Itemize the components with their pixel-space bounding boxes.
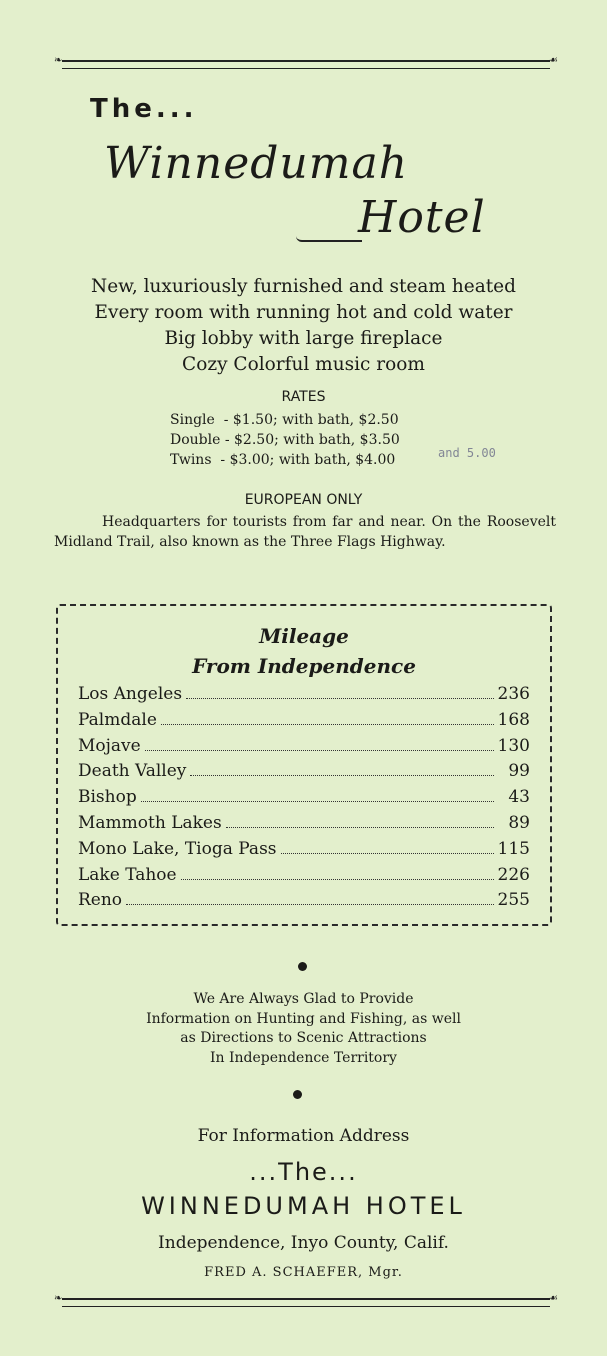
list-item xyxy=(78,865,530,891)
leader-dots xyxy=(141,801,494,802)
place-name: Lake Tahoe xyxy=(78,864,177,885)
miles-value: 99 xyxy=(508,761,530,782)
place-name: Bishop xyxy=(78,787,137,808)
leader-dots xyxy=(161,724,494,725)
rates-heading: RATES xyxy=(281,389,326,405)
place-name: Los Angeles xyxy=(78,684,183,704)
footer-hotel-name: WINNEDUMAH HOTEL xyxy=(141,1192,466,1220)
place-name: Death Valley xyxy=(78,761,187,782)
miles-value: 115 xyxy=(497,838,530,859)
list-item xyxy=(78,710,530,736)
leader-dots xyxy=(126,904,494,905)
hotel-name-line1: Winnedumah xyxy=(104,138,409,189)
info-text xyxy=(0,990,607,1068)
hotel-name-line2: Hotel xyxy=(358,192,486,243)
place-name: Palmdale xyxy=(78,709,157,730)
miles-value: 255 xyxy=(497,890,530,911)
rate-row: Twins - $3.00; with bath, $4.00 xyxy=(170,452,396,468)
info-line: In Independence Territory xyxy=(210,1049,397,1066)
header-the: The... xyxy=(90,94,198,124)
bottom-rule xyxy=(54,1293,558,1307)
footer-address: Independence, Inyo County, Calif. xyxy=(158,1233,449,1253)
scroll-ornament-icon: ☙ xyxy=(549,1293,558,1304)
miles-value: 168 xyxy=(497,709,530,730)
european-heading: EUROPEAN ONLY xyxy=(244,492,363,508)
place-name: Mojave xyxy=(78,735,141,756)
miles-value: 236 xyxy=(497,684,530,704)
place-name: Mono Lake, Tioga Pass xyxy=(78,838,277,859)
miles-value: 43 xyxy=(508,787,530,808)
place-name: Mammoth Lakes xyxy=(78,812,222,833)
info-line: Information on Hunting and Fishing, as well xyxy=(146,1010,461,1027)
info-line: We Are Always Glad to Provide xyxy=(193,991,414,1007)
list-item xyxy=(78,736,530,762)
bullet-dot-icon xyxy=(293,1090,302,1099)
for-info-heading: For Information Address xyxy=(197,1126,410,1146)
leader-dots xyxy=(226,827,494,828)
list-item xyxy=(78,761,530,787)
list-item xyxy=(78,787,530,813)
swash-flourish xyxy=(296,236,362,242)
leader-dots xyxy=(181,879,494,880)
rate-row: Single - $1.50; with bath, $2.50 xyxy=(170,412,399,428)
place-name: Reno xyxy=(78,890,123,911)
list-item xyxy=(78,890,530,916)
miles-value: 89 xyxy=(508,812,530,833)
list-item xyxy=(78,684,530,710)
rate-row: Double - $2.50; with bath, $3.50 xyxy=(170,432,400,448)
leader-dots xyxy=(281,853,494,854)
list-item xyxy=(78,839,530,865)
mileage-title: Mileage xyxy=(259,624,349,648)
rates-list xyxy=(170,410,400,470)
miles-value: 130 xyxy=(497,735,530,756)
miles-value: 226 xyxy=(497,864,530,885)
footer-manager: FRED A. SCHAEFER, Mgr. xyxy=(204,1265,403,1280)
feature-line: New, luxuriously furnished and steam heated xyxy=(91,276,516,297)
info-line: as Directions to Scenic Attractions xyxy=(180,1030,427,1046)
scroll-ornament-icon: ❧ xyxy=(54,1293,63,1304)
leader-dots xyxy=(186,698,494,699)
scroll-ornament-icon: ❧ xyxy=(54,55,63,66)
leader-dots xyxy=(190,775,494,776)
rate-stamp: and 5.00 xyxy=(438,446,496,460)
mileage-list xyxy=(78,684,530,916)
footer-the: ...The... xyxy=(249,1158,358,1186)
scroll-ornament-icon: ☙ xyxy=(549,55,558,66)
feature-line: Big lobby with large fireplace xyxy=(164,328,443,349)
feature-line: Every room with running hot and cold water xyxy=(94,302,513,323)
leader-dots xyxy=(145,750,494,751)
feature-line: Cozy Colorful music room xyxy=(182,354,425,375)
list-item xyxy=(78,813,530,839)
mileage-subtitle: From Independence xyxy=(192,654,416,678)
features-list xyxy=(0,274,607,378)
bullet-dot-icon xyxy=(298,962,307,971)
mileage-box xyxy=(56,604,552,926)
headquarters-text: Headquarters for tourists from far and near. On the Roosevelt Midland Trail, also known as the Three Flags Highway. xyxy=(54,514,556,550)
top-rule xyxy=(54,55,558,69)
